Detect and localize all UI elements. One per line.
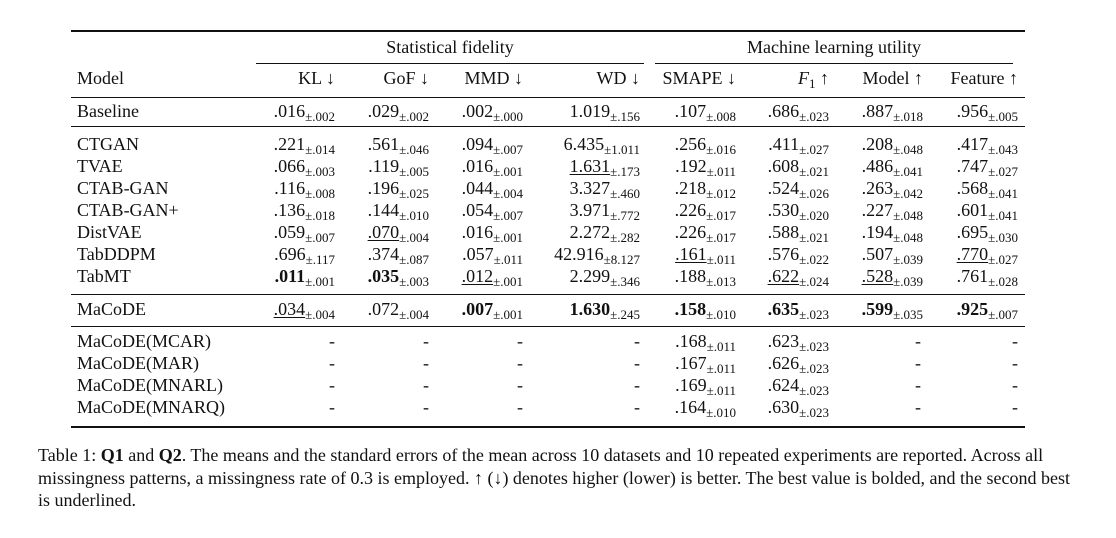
caption-q1: Q1	[100, 445, 124, 465]
cell-value: .044	[461, 178, 494, 198]
cell-std-error: ±.011	[706, 252, 736, 267]
cell-std-error: ±.004	[399, 230, 429, 245]
table-cell	[1005, 352, 1025, 374]
cell-std-error: ±.027	[799, 142, 829, 157]
table-cell	[908, 330, 928, 352]
cell-std-error: ±1.011	[604, 142, 640, 157]
cell-value: -	[517, 353, 523, 373]
cell-std-error: ±.008	[706, 109, 736, 124]
row-model-name: TabMT	[77, 266, 131, 286]
cell-value: -	[915, 331, 921, 351]
cell-std-error: ±.001	[305, 274, 335, 289]
cell-std-error: ±.020	[799, 208, 829, 223]
cell-value: .956	[956, 101, 989, 121]
cell-value: .221	[273, 134, 306, 154]
cell-value: .227	[861, 200, 894, 220]
cell-std-error: ±.005	[988, 109, 1018, 124]
caption-q2: Q2	[158, 445, 182, 465]
cell-value: .925	[956, 299, 989, 319]
cell-value: .057	[462, 244, 494, 264]
cell-value: .007	[461, 299, 494, 319]
cell-value: .256	[674, 134, 707, 154]
table-cell	[416, 330, 436, 352]
cell-value: -	[423, 375, 429, 395]
cell-value: .626	[767, 353, 800, 373]
cell-value: .002	[461, 101, 494, 121]
cell-value: 3.971	[569, 200, 611, 220]
cell-value: .770	[956, 244, 989, 264]
cell-std-error: ±.011	[706, 339, 736, 354]
table-cell	[908, 374, 928, 396]
cell-value: -	[1012, 397, 1018, 417]
cell-std-error: ±.042	[893, 186, 923, 201]
cell-std-error: ±.023	[799, 339, 829, 354]
cell-std-error: ±.021	[799, 230, 829, 245]
cell-value: -	[329, 331, 335, 351]
row-model-name: TVAE	[77, 156, 123, 176]
cell-value: .161	[675, 244, 707, 264]
table-cell	[322, 352, 342, 374]
cell-std-error: ±.017	[706, 208, 736, 223]
cell-std-error: ±.001	[493, 274, 523, 289]
cell-value: .167	[675, 353, 707, 373]
table-cell	[322, 330, 342, 352]
cell-std-error: ±.004	[305, 307, 335, 322]
cell-value: .066	[273, 156, 306, 176]
cell-value: -	[1012, 375, 1018, 395]
table-cell	[510, 330, 530, 352]
cell-std-error: ±.011	[706, 164, 736, 179]
cell-value: -	[517, 397, 523, 417]
row-model-name: MaCoDE(MAR)	[77, 353, 199, 373]
cell-value: .599	[861, 299, 894, 319]
cell-std-error: ±.041	[988, 186, 1018, 201]
cell-value: -	[423, 397, 429, 417]
cell-std-error: ±.282	[610, 230, 640, 245]
cell-std-error: ±.039	[893, 252, 923, 267]
cell-std-error: ±.018	[893, 109, 923, 124]
row-model-name: MaCoDE(MNARL)	[77, 375, 223, 395]
cell-std-error: ±.048	[893, 208, 923, 223]
cell-std-error: ±.010	[399, 208, 429, 223]
caption-and: and	[123, 445, 159, 465]
cell-value: .188	[674, 266, 707, 286]
cell-value: -	[423, 353, 429, 373]
cell-value: .164	[674, 397, 707, 417]
header-rule	[71, 97, 1025, 98]
cell-std-error: ±.007	[493, 142, 523, 157]
cell-std-error: ±.117	[305, 252, 335, 267]
cell-value: .054	[461, 200, 494, 220]
table-cell	[908, 396, 928, 418]
cell-value: .622	[767, 266, 800, 286]
cell-std-error: ±.023	[799, 361, 829, 376]
column-header-label: Model ↑	[862, 68, 923, 88]
cell-std-error: ±.173	[610, 164, 640, 179]
cell-value: .144	[367, 200, 400, 220]
cell-std-error: ±.023	[799, 405, 829, 420]
cell-value: .761	[956, 266, 989, 286]
cell-std-error: ±.016	[706, 142, 736, 157]
cell-value: .608	[767, 156, 800, 176]
column-header-subscript: 1	[809, 76, 816, 91]
cell-std-error: ±.010	[706, 405, 736, 420]
cell-value: .136	[273, 200, 306, 220]
cell-value: .034	[273, 299, 306, 319]
cell-value: .524	[767, 178, 800, 198]
cell-value: -	[517, 331, 523, 351]
column-header-label: F	[798, 68, 809, 88]
cell-value: .116	[274, 178, 306, 198]
cell-std-error: ±.008	[305, 186, 335, 201]
cell-std-error: ±.027	[988, 252, 1018, 267]
cell-value: 1.631	[569, 156, 611, 176]
group-header-fidelity: Statistical fidelity	[386, 37, 514, 57]
bottom-rule	[71, 426, 1025, 428]
cell-value: .624	[767, 375, 800, 395]
cell-value: .747	[956, 156, 989, 176]
cell-value: .623	[767, 331, 800, 351]
cell-value: .530	[767, 200, 800, 220]
cell-std-error: ±.013	[706, 274, 736, 289]
cell-std-error: ±.023	[799, 383, 829, 398]
cell-value: .192	[675, 156, 707, 176]
table-cell	[416, 396, 436, 418]
cell-value: .887	[861, 101, 894, 121]
column-header-label: KL ↓	[298, 68, 335, 88]
cell-value: .561	[367, 134, 400, 154]
cell-std-error: ±.018	[305, 208, 335, 223]
cell-std-error: ±.011	[706, 383, 736, 398]
table-cell	[878, 298, 1018, 326]
top-rule	[71, 30, 1025, 32]
column-header-arrow: ↑	[815, 68, 829, 88]
cell-value: .029	[367, 101, 400, 121]
cell-value: 3.327	[569, 178, 611, 198]
table-caption	[38, 444, 1078, 512]
cell-value: .059	[273, 222, 306, 242]
section-rule-3	[71, 326, 1025, 327]
cell-value: .417	[956, 134, 989, 154]
cell-std-error: ±.046	[399, 142, 429, 157]
cell-value: -	[329, 397, 335, 417]
cell-std-error: ±.001	[493, 230, 523, 245]
cell-std-error: ±.012	[706, 186, 736, 201]
cell-value: -	[634, 397, 640, 417]
table-cell	[416, 352, 436, 374]
cell-std-error: ±.010	[706, 307, 736, 322]
cell-value: 2.272	[569, 222, 611, 242]
column-header-label: GoF ↓	[383, 68, 429, 88]
cell-std-error: ±.027	[988, 164, 1018, 179]
cell-value: .411	[768, 134, 800, 154]
cell-std-error: ±.772	[610, 208, 640, 223]
cell-value: -	[634, 331, 640, 351]
row-model-name: DistVAE	[77, 222, 142, 242]
cell-std-error: ±.001	[493, 164, 523, 179]
cell-value: .568	[956, 178, 989, 198]
table-cell	[878, 265, 1018, 293]
cell-value: -	[423, 331, 429, 351]
cell-std-error: ±.002	[399, 109, 429, 124]
cell-value: .486	[861, 156, 894, 176]
cell-std-error: ±.035	[893, 307, 923, 322]
table-cell	[510, 352, 530, 374]
cell-value: .094	[461, 134, 494, 154]
caption-label: Table 1:	[38, 445, 101, 465]
cell-std-error: ±.025	[399, 186, 429, 201]
cell-value: .695	[956, 222, 989, 242]
cell-value: 1.630	[569, 299, 611, 319]
cell-value: .226	[674, 222, 707, 242]
cell-value: .070	[367, 222, 400, 242]
group-header-utility: Machine learning utility	[747, 37, 921, 57]
cell-value: .635	[767, 299, 800, 319]
column-header-label: WD ↓	[596, 68, 640, 88]
column-header-model	[77, 67, 124, 89]
cell-value: 2.299	[569, 266, 611, 286]
table-cell	[689, 396, 829, 424]
cell-std-error: ±.041	[893, 164, 923, 179]
cell-value: .169	[675, 375, 707, 395]
cell-value: -	[915, 397, 921, 417]
cell-std-error: ±.001	[493, 307, 523, 322]
cell-value: 1.019	[569, 101, 611, 121]
cell-value: -	[915, 375, 921, 395]
cell-std-error: ±.014	[305, 142, 335, 157]
cell-value: .208	[861, 134, 894, 154]
cell-std-error: ±.002	[305, 109, 335, 124]
cell-value: 42.916	[554, 244, 604, 264]
cell-std-error: ±.039	[893, 274, 923, 289]
cell-value: .196	[367, 178, 400, 198]
cell-std-error: ±.000	[493, 109, 523, 124]
cell-value: .072	[367, 299, 400, 319]
cell-value: -	[329, 375, 335, 395]
cell-value: -	[329, 353, 335, 373]
caption-text: . The means and the standard errors of the mean across 10 datasets and 10 repeated experiments are reported. Across all missingness patterns, a missingness rate of 0.3 is employed. ↑ (↓) denotes higher (lower) is better. The best value is bolded, and the second best is underlined.	[38, 445, 1070, 510]
cell-value: -	[634, 375, 640, 395]
cell-value: .218	[674, 178, 707, 198]
cell-std-error: ±.024	[799, 274, 829, 289]
cell-std-error: ±.346	[610, 274, 640, 289]
cell-value: .576	[767, 244, 800, 264]
column-header-label: Model	[77, 68, 124, 88]
cell-value: .528	[861, 266, 894, 286]
cell-std-error: ±.460	[610, 186, 640, 201]
row-model-name: Baseline	[77, 101, 139, 121]
column-header-label: SMAPE ↓	[662, 68, 736, 88]
cell-value: .226	[674, 200, 707, 220]
cell-std-error: ±.004	[399, 307, 429, 322]
cell-std-error: ±.007	[988, 307, 1018, 322]
table-cell	[510, 374, 530, 396]
cell-std-error: ±.011	[706, 361, 736, 376]
cell-std-error: ±.004	[493, 186, 523, 201]
table-cell	[1005, 330, 1025, 352]
cell-value: .630	[767, 397, 800, 417]
column-header-label: MMD ↓	[464, 68, 523, 88]
cell-std-error: ±.011	[493, 252, 523, 267]
cell-std-error: ±8.127	[603, 252, 640, 267]
section-rule-2	[71, 294, 1025, 295]
table-cell	[416, 374, 436, 396]
cell-value: .012	[461, 266, 494, 286]
cell-value: .016	[273, 101, 306, 121]
column-header-8	[878, 67, 1018, 89]
cell-std-error: ±.021	[799, 164, 829, 179]
cell-value: -	[1012, 331, 1018, 351]
cell-value: .686	[767, 101, 800, 121]
row-model-name: MaCoDE(MCAR)	[77, 331, 211, 351]
cell-value: .374	[367, 244, 400, 264]
cell-value: .194	[861, 222, 894, 242]
cell-std-error: ±.245	[610, 307, 640, 322]
cell-std-error: ±.048	[893, 230, 923, 245]
cell-value: .168	[675, 331, 707, 351]
cell-std-error: ±.030	[988, 230, 1018, 245]
cell-value: .158	[674, 299, 707, 319]
utility-group-rule	[655, 63, 1013, 64]
cell-std-error: ±.028	[988, 274, 1018, 289]
cell-std-error: ±.043	[988, 142, 1018, 157]
cell-std-error: ±.087	[399, 252, 429, 267]
cell-std-error: ±.005	[399, 164, 429, 179]
cell-value: .696	[274, 244, 306, 264]
cell-value: .011	[274, 266, 306, 286]
cell-std-error: ±.026	[799, 186, 829, 201]
row-model-name: TabDDPM	[77, 244, 156, 264]
table-cell	[1005, 396, 1025, 418]
cell-value: .263	[861, 178, 894, 198]
cell-std-error: ±.156	[610, 109, 640, 124]
cell-value: .588	[767, 222, 800, 242]
cell-std-error: ±.017	[706, 230, 736, 245]
cell-std-error: ±.007	[493, 208, 523, 223]
cell-value: .119	[368, 156, 400, 176]
cell-std-error: ±.022	[799, 252, 829, 267]
table-cell	[510, 396, 530, 418]
cell-std-error: ±.003	[305, 164, 335, 179]
cell-value: .507	[861, 244, 894, 264]
cell-value: -	[634, 353, 640, 373]
table-cell	[1005, 374, 1025, 396]
column-header-label: Feature ↑	[950, 68, 1018, 88]
table-cell	[878, 100, 1018, 128]
cell-value: .601	[956, 200, 989, 220]
cell-value: 6.435	[563, 134, 605, 154]
cell-std-error: ±.023	[799, 109, 829, 124]
cell-value: -	[517, 375, 523, 395]
table-cell	[322, 396, 342, 418]
row-model-name: MaCoDE	[77, 299, 146, 319]
cell-value: -	[1012, 353, 1018, 373]
row-model-name: CTGAN	[77, 134, 139, 154]
cell-std-error: ±.048	[893, 142, 923, 157]
cell-value: .016	[461, 222, 494, 242]
cell-value: .035	[367, 266, 400, 286]
cell-std-error: ±.003	[399, 274, 429, 289]
row-model-name: CTAB-GAN+	[77, 200, 179, 220]
cell-value: -	[915, 353, 921, 373]
cell-std-error: ±.007	[305, 230, 335, 245]
cell-value: .107	[674, 101, 707, 121]
cell-std-error: ±.041	[988, 208, 1018, 223]
table-cell	[322, 374, 342, 396]
row-model-name: CTAB-GAN	[77, 178, 169, 198]
row-model-name: MaCoDE(MNARQ)	[77, 397, 225, 417]
cell-std-error: ±.023	[799, 307, 829, 322]
fidelity-group-rule	[256, 63, 644, 64]
table-cell	[908, 352, 928, 374]
cell-value: .016	[461, 156, 494, 176]
